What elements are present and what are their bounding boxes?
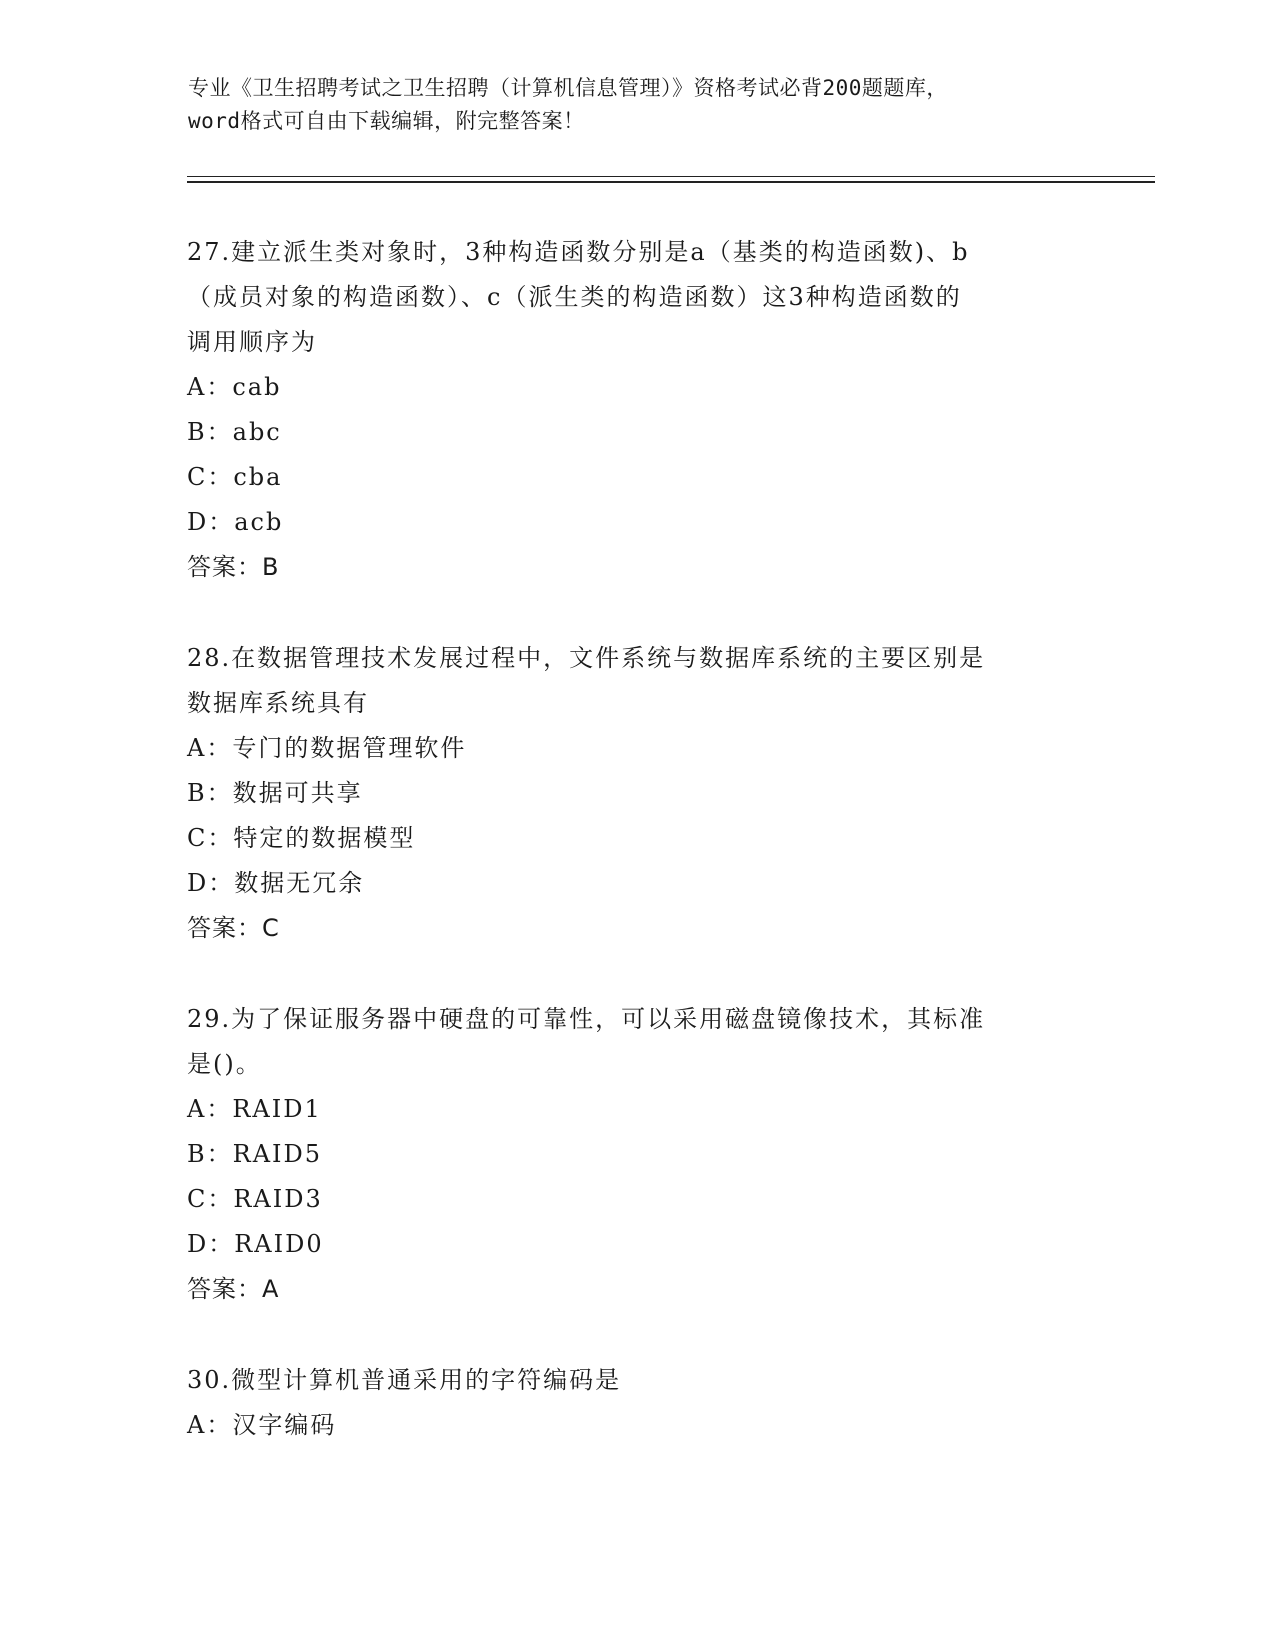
option-d: D：RAID0 — [187, 1230, 324, 1258]
question-stem-line: 27.建立派生类对象时，3种构造函数分别是a（基类的构造函数)、b — [187, 238, 970, 266]
question-stem-line: 30.微型计算机普通采用的字符编码是 — [187, 1366, 622, 1394]
option-c: C：cba — [187, 463, 283, 491]
question-27 — [187, 230, 1087, 590]
question-28 — [187, 636, 1087, 951]
question-stem-line: 是()。 — [187, 1050, 262, 1078]
answer-line: 答案：A — [187, 1275, 280, 1303]
question-stem-line: （成员对象的构造函数）、c（派生类的构造函数）这3种构造函数的 — [187, 283, 962, 311]
question-29 — [187, 997, 1087, 1312]
question-stem-line: 29.为了保证服务器中硬盘的可靠性，可以采用磁盘镜像技术，其标准 — [187, 1005, 986, 1033]
header-divider — [187, 176, 1155, 183]
option-c: C：特定的数据模型 — [187, 824, 416, 852]
option-d: D：数据无冗余 — [187, 869, 365, 897]
document-header — [188, 72, 1088, 138]
option-a: A：cab — [187, 373, 282, 401]
answer-line: 答案：C — [187, 914, 280, 942]
header-line-1: 专业《卫生招聘考试之卫生招聘（计算机信息管理）》资格考试必背200题题库， — [188, 76, 948, 100]
option-a: A：汉字编码 — [187, 1411, 337, 1439]
answer-line: 答案：B — [187, 553, 280, 581]
option-b: B：RAID5 — [187, 1140, 323, 1168]
question-stem-line: 28.在数据管理技术发展过程中，文件系统与数据库系统的主要区别是 — [187, 644, 986, 672]
option-a: A：专门的数据管理软件 — [187, 734, 467, 762]
option-a: A：RAID1 — [187, 1095, 322, 1123]
option-d: D：acb — [187, 508, 284, 536]
question-list — [187, 230, 1087, 1494]
question-stem-line: 数据库系统具有 — [187, 689, 369, 717]
header-line-2: word格式可自由下载编辑，附完整答案！ — [188, 109, 585, 133]
question-stem-line: 调用顺序为 — [187, 328, 317, 356]
option-b: B：数据可共享 — [187, 779, 363, 807]
option-c: C：RAID3 — [187, 1185, 323, 1213]
option-b: B：abc — [187, 418, 282, 446]
question-30 — [187, 1358, 1087, 1448]
